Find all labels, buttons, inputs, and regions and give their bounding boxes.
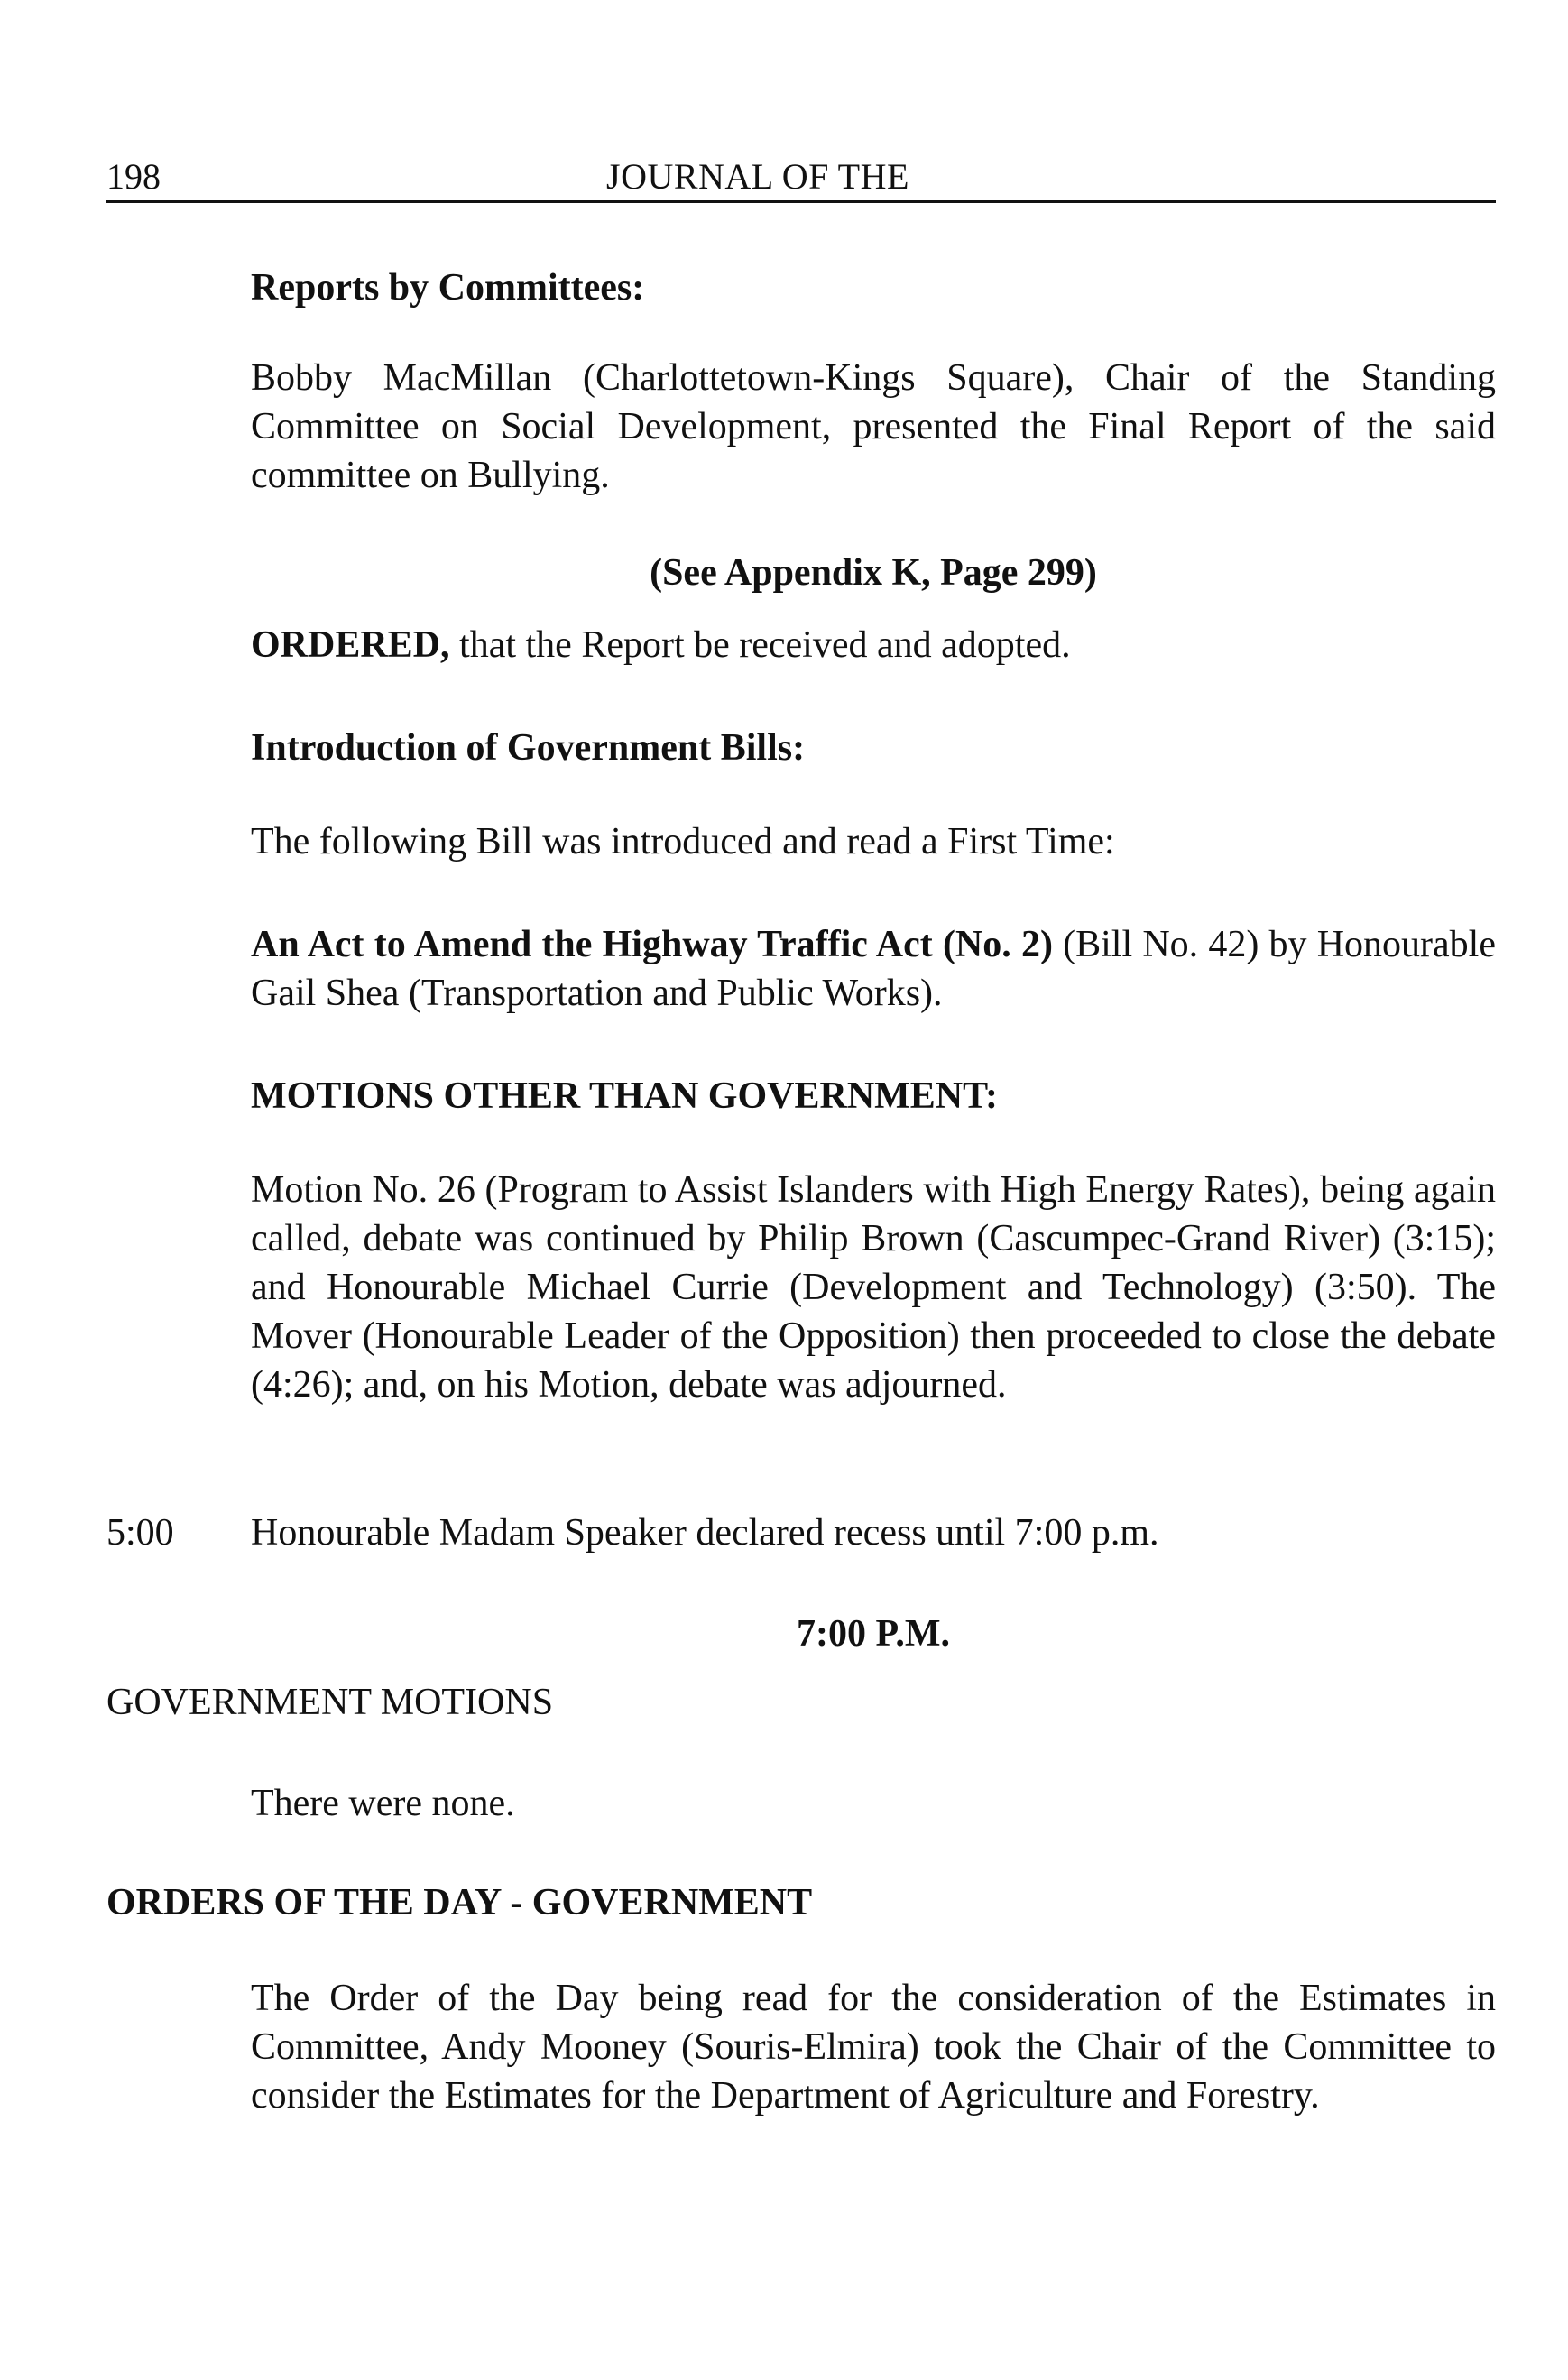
government-motions-text: There were none. — [251, 1783, 515, 1824]
motions-other-paragraph: Motion No. 26 (Program to Assist Islanders with High Energy Rates), being again called, debate was continued by Philip Brown (Cascumpec-Grand River) (3:15); and Honourable Michael Currie (Development and Technology) (3:50). The Mover (Honourable Leader of the Opposition) then proceeded to close the debate (4:26); and, on his Motion, debate was adjourned. — [251, 1169, 1496, 1406]
reports-heading: Reports by Committees: — [251, 267, 645, 309]
bill-details: (Bill No. 42) by Honourable Gail Shea (Transportation and Public Works). — [251, 924, 1496, 1014]
government-bills-heading: Introduction of Government Bills: — [251, 727, 806, 769]
header-rule — [106, 200, 1496, 203]
recess-text: Honourable Madam Speaker declared recess until 7:00 p.m. — [251, 1512, 1159, 1554]
running-title: JOURNAL OF THE — [606, 156, 909, 197]
evening-time-heading: 7:00 P.M. — [797, 1613, 950, 1655]
orders-of-day-paragraph: The Order of the Day being read for the consideration of the Estimates in Committee, Andy Mooney (Souris-Elmira) took the Chair of the Committee to consider the Estimates for the Department of Agriculture and Forestry. — [251, 1978, 1496, 2117]
ordered-text: that the Report be received and adopted. — [449, 624, 1071, 666]
page-number: 198 — [106, 156, 161, 197]
ordered-line — [251, 621, 1496, 669]
motions-other-heading: MOTIONS OTHER THAN GOVERNMENT: — [251, 1075, 999, 1117]
recess-time: 5:00 — [106, 1512, 174, 1554]
reports-paragraph: Bobby MacMillan (Charlottetown-Kings Square), Chair of the Standing Committee on Social Development, presented the Final Report of the said committee on Bullying. — [251, 357, 1496, 496]
bill-entry — [251, 920, 1496, 1018]
page-header — [106, 155, 1496, 202]
orders-of-day-heading: ORDERS OF THE DAY - GOVERNMENT — [106, 1882, 813, 1923]
appendix-reference: (See Appendix K, Page 299) — [650, 552, 1097, 594]
ordered-label: ORDERED, — [251, 624, 450, 666]
government-motions-heading: GOVERNMENT MOTIONS — [106, 1682, 554, 1723]
bill-title: An Act to Amend the Highway Traffic Act (No. 2) — [251, 924, 1053, 965]
bill-intro: The following Bill was introduced and read a First Time: — [251, 821, 1115, 863]
